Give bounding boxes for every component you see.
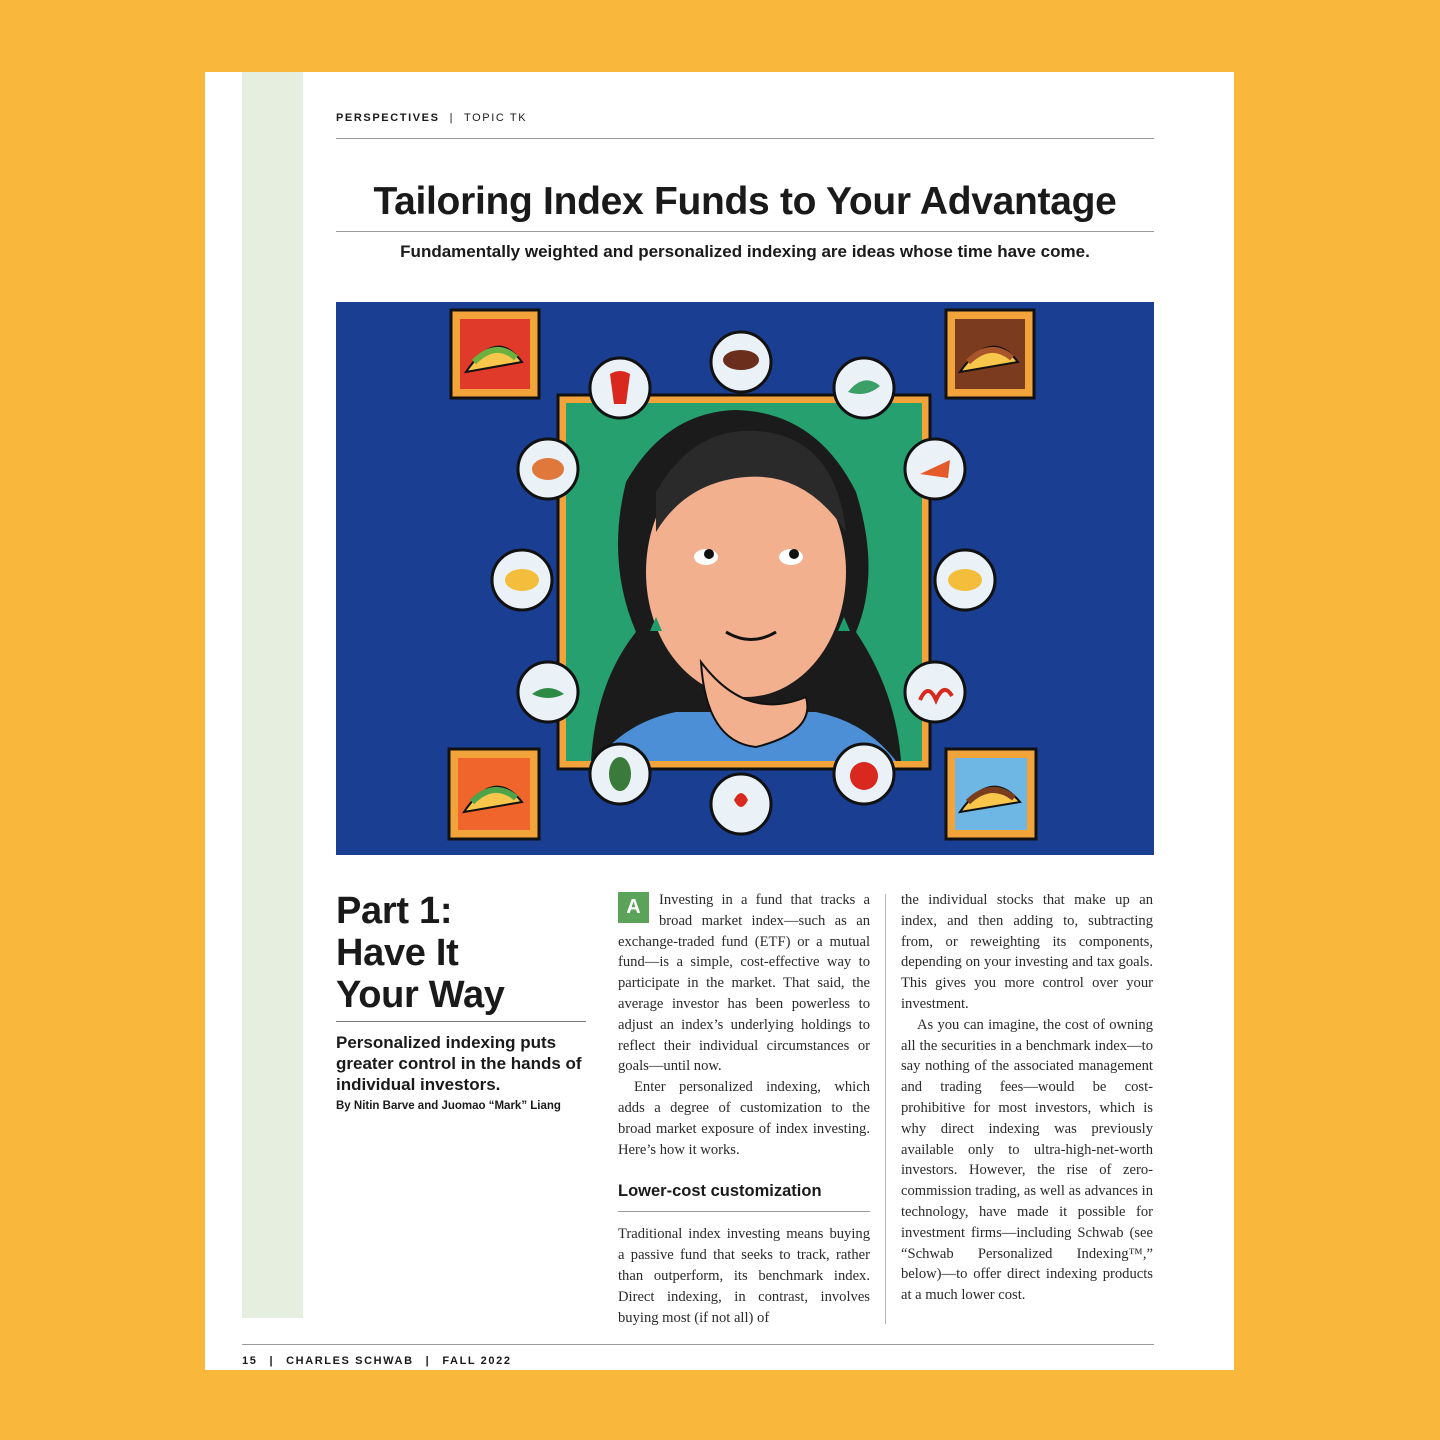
- page-footer: 15 | CHARLES SCHWAB | FALL 2022: [242, 1355, 512, 1367]
- subheading: Lower-cost customization: [618, 1181, 870, 1212]
- paragraph: the individual stocks that make up an index, and then adding to, subtracting from, or reweighting its components, depending on your investing and tax goals. This gives you more control over your investment.: [901, 892, 1153, 1012]
- drop-cap: A: [618, 892, 649, 923]
- taco-frame-icon: [946, 310, 1034, 398]
- paragraph: As you can imagine, the cost of owning all the securities in a benchmark index—to say nothing of the associated management and trading fees—would be cost-prohibitive for most investors, which is why direct indexing was previously available only to ultra-high-net-worth investors. However, the rise of zero-commission trading, as well as advances in technology, have made it possible for investment firms—including Schwab (see “Schwab Personalized Indexing™,” below)—to offer direct indexing products at a much lower cost.: [901, 1016, 1153, 1304]
- part-heading-line: Have It: [336, 932, 459, 974]
- column-divider: [885, 894, 886, 1324]
- taco-frame-icon: [946, 749, 1036, 839]
- title-rule: [336, 231, 1154, 232]
- section-label: PERSPECTIVES: [336, 112, 440, 124]
- topic-label: TOPIC TK: [464, 112, 528, 124]
- issue-date: FALL 2022: [442, 1355, 512, 1367]
- part-heading-line: Your Way: [336, 974, 505, 1016]
- taco-frame-icon: [449, 749, 539, 839]
- page-number: 15: [242, 1355, 258, 1367]
- byline: By Nitin Barve and Juomao “Mark” Liang: [336, 1100, 561, 1112]
- article-dek: Fundamentally weighted and personalized indexing are ideas whose time have come.: [400, 242, 1090, 261]
- heading-rule: [336, 1021, 586, 1022]
- sidebar-strip: [242, 72, 303, 1318]
- magazine-page: [205, 72, 1234, 1370]
- paragraph: Enter personalized indexing, which adds a degree of customization to the broad market exposure of index investing. Here’s how it works.: [618, 1079, 870, 1158]
- paragraph: Investing in a fund that tracks a broad market index—such as an exchange-traded fund (ETF) or a mutual fund—is a simple, cost-effective way to participate in the market. That said, the average investor has been powerless to adjust an index’s underlying holdings to reflect their individual circumstances or goals—until now.: [618, 892, 870, 1075]
- section-kicker: PERSPECTIVES | TOPIC TK: [336, 112, 528, 124]
- standfirst: Personalized indexing puts greater control in the hands of individual investors.: [336, 1033, 582, 1094]
- header-rule: [336, 138, 1154, 139]
- article-illustration: [336, 302, 1154, 855]
- article-column-2: [901, 890, 1153, 1306]
- article-title: Tailoring Index Funds to Your Advantage: [373, 180, 1117, 223]
- paragraph: Traditional index investing means buying a passive fund that seeks to track, rather than outperform, its benchmark index. Direct indexing, in contrast, involves buying most (if not all) of: [618, 1226, 870, 1326]
- taco-frame-icon: [451, 310, 539, 398]
- part-heading-line: Part 1:: [336, 890, 453, 932]
- publication-name: CHARLES SCHWAB: [286, 1355, 414, 1367]
- footer-rule: [242, 1344, 1154, 1345]
- part-heading: [336, 890, 596, 1016]
- article-column-1: [618, 890, 870, 1328]
